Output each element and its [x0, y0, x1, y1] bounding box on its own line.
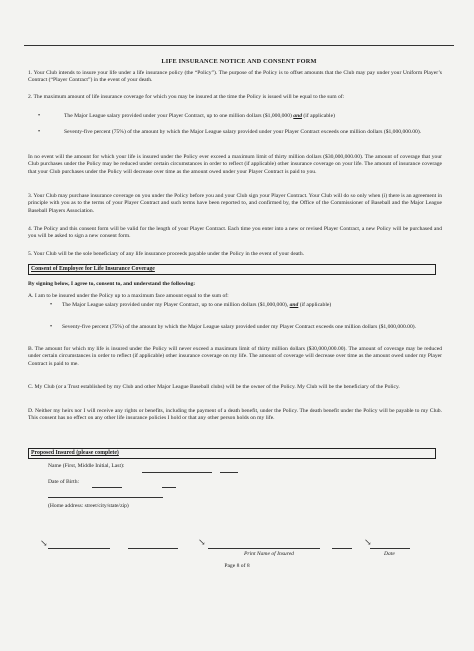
- paragraph-2-bullet-1: [64, 113, 444, 120]
- paragraph-3: 3. Your Club may purchase insurance coverage on you under the Policy before you and your Club sign your Player Contract. Your Club will do so only when (i) there is an agreement in principle with you as to the terms of your Player Contract and such terms have been reported to, and confirmed by, the Office of the Commissioner of Baseball and the Major League Baseball Players Association.: [28, 193, 442, 214]
- and-emphasis: and: [289, 302, 299, 308]
- consent-section-header: [28, 264, 436, 275]
- paragraph-2-bullet-2: Seventy-five percent (75%) of the amount by which the Major League salary provided under your Player Contract exceeds one million dollars ($1,000,000.00).: [64, 129, 422, 135]
- insured-header-text: Proposed Insured (please complete): [31, 450, 119, 456]
- bullet-dot: •: [38, 113, 41, 119]
- top-rule: [24, 45, 454, 46]
- address-field-label: (Home address: street/city/state/zip): [48, 503, 129, 509]
- name-input-line[interactable]: [142, 472, 212, 473]
- bullet-dot: •: [38, 129, 41, 135]
- consent-a-bullet-1: [62, 302, 446, 309]
- address-input-line[interactable]: [48, 497, 163, 498]
- dob-input-line-2[interactable]: [162, 487, 176, 488]
- initial-input-line[interactable]: [220, 472, 238, 473]
- paragraph-2-continued: In no event will the amount for which your life is insured under the Policy ever exceed a maximum limit of thirty million dollars ($30,000,000.00). The amount of coverage that your Club purchases under the Policy may be reduced under certain circumstances in order to reflect (if applicable) other insurance coverage on your life. The amount of insurance coverage that your Club purchases under the Policy will decrease over time as the amount owed under your Player Contract is paid to you.: [28, 154, 442, 175]
- print-name-line[interactable]: [208, 548, 320, 549]
- bullet-dot: •: [50, 302, 53, 308]
- bullet-text: The Major League salary provided under my Player Contract, up to one million dollars ($1,000,000),: [62, 302, 290, 308]
- signature-line-2[interactable]: [128, 548, 178, 549]
- consent-intro: By signing below, I agree to, consent to, and understand the following:: [28, 281, 196, 287]
- consent-item-a: A. I am to be insured under the Policy up to a maximum face amount equal to the sum of:: [28, 293, 229, 299]
- bullet-text-tail: (if applicable): [298, 302, 332, 308]
- dob-input-line-1[interactable]: [92, 487, 122, 488]
- insured-section-header: [28, 448, 436, 459]
- signature-line-1[interactable]: [48, 548, 110, 549]
- print-name-label: Print Name of Insured: [244, 551, 294, 557]
- consent-item-d: D. Neither my heirs nor I will receive any rights or benefits, including the payment of a death benefit, under the Policy. The death benefit under the Policy will be payable to my Club. This consent has no effect on any other life insurance policies I hold or that any other person holds on my life.: [28, 408, 442, 422]
- signature-mark: ↘: [198, 537, 206, 547]
- name-field-label: Name (First, Middle Initial, Last):: [48, 463, 125, 469]
- page-number: Page 8 of 8: [224, 563, 250, 569]
- paragraph-2: 2. The maximum amount of life insurance coverage for which you may be insured at the time the Policy is issued will be equal to the sum of:: [28, 94, 345, 100]
- bullet-text-tail: (if applicable): [302, 113, 335, 119]
- signature-mark: ↘: [40, 538, 48, 548]
- paragraph-1: 1. Your Club intends to insure your life under a life insurance policy (the “Policy”). The purpose of the Policy is to offset amounts that the Club may pay under your Uniform Player’s Contract (“Player Contract”) in the event of your death.: [28, 70, 442, 84]
- and-emphasis: and: [293, 113, 303, 119]
- consent-item-c: C. My Club (or a Trust established by my Club and other Major League Baseball clubs) will be the owner of the Policy. My Club will be the beneficiary of the Policy.: [28, 384, 400, 390]
- bullet-dot: •: [50, 324, 53, 330]
- consent-a-bullet-2: Seventy-five percent (75%) of the amount by which the Major League salary provided under my Player Contract exceeds one million dollars ($1,000,000.00).: [62, 324, 417, 330]
- date-line[interactable]: [370, 548, 410, 549]
- paragraph-5: 5. Your Club will be the sole beneficiary of any life insurance proceeds payable under the Policy in the event of your death.: [28, 251, 305, 257]
- paragraph-4: 4. The Policy and this consent form will be valid for the length of your Player Contract. Each time you enter into a new or revised Player Contract, a new Policy will be purchased and you will be asked to sign a new consent form.: [28, 226, 442, 240]
- date-label: Date: [384, 551, 395, 557]
- print-name-line-2[interactable]: [332, 548, 352, 549]
- consent-item-b: B. The amount for which my life is insured under the Policy will never exceed a maximum limit of thirty million dollars ($30,000,000.00). The amount of coverage may be reduced under certain circumstances in order to reflect (if applicable) other insurance coverage on my life. The amount of coverage will decrease over time as the amount owed under my Player Contract is paid to me.: [28, 346, 442, 367]
- bullet-text: The Major League salary provided under your Player Contract, up to one million dollars ($1,000,000): [64, 113, 294, 119]
- consent-header-text: Consent of Employee for Life Insurance Coverage: [31, 266, 155, 272]
- dob-field-label: Date of Birth:: [48, 479, 80, 485]
- signature-mark: ↘: [364, 537, 372, 547]
- form-title: LIFE INSURANCE NOTICE AND CONSENT FORM: [161, 58, 317, 65]
